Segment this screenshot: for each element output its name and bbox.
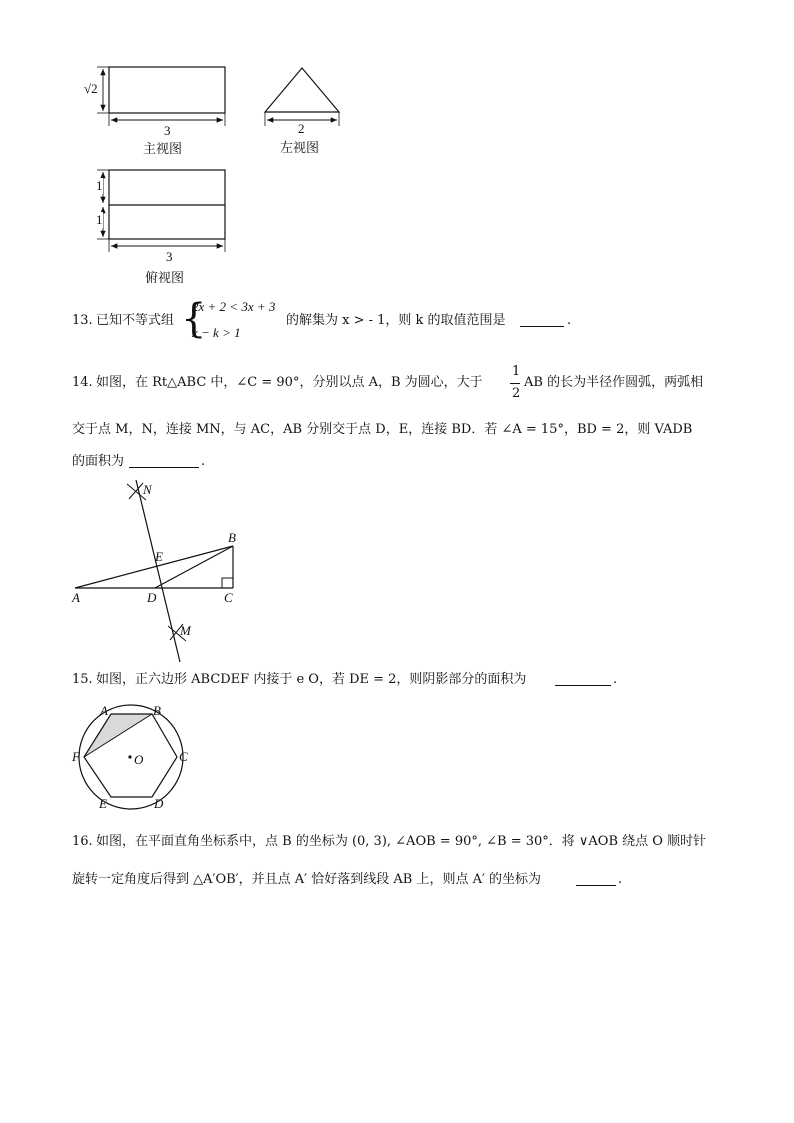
q16-line1: 如图，在平面直角坐标系中，点 B 的坐标为 (0, 3), ∠AOB = 90°, ∠B = 30°．将 ∨AOB 绕点 O 顺时针 [96,834,707,849]
q14-line1b: AB 的长为半径作圆弧，两弧相 [524,375,704,390]
front-height-label: √2 [84,81,98,96]
q13-ineq2: x − k > 1 [192,325,241,340]
q15-label-O: O [134,752,144,767]
top-h1-label: 1 [96,178,103,193]
q14-number: 14. [72,375,93,390]
center-point-O [128,755,131,758]
q14-label-M: M [180,623,191,638]
q16-number: 16. [72,834,93,849]
front-width-label: 3 [164,123,171,138]
q14-label-E: E [155,549,163,564]
q14-frac-den: 2 [512,386,521,401]
left-width-label: 2 [298,121,305,136]
q15-label-D: D [154,796,164,811]
q15-label-A: A [100,703,108,718]
q14-label-C: C [224,590,233,605]
q15-label-E: E [99,796,107,811]
q15-label-B: B [153,703,161,718]
q15-number: 15. [72,672,93,687]
q14-label-A: A [72,590,80,605]
q13-tail: 的解集为 x > - 1，则 k 的取值范围是 [286,313,506,328]
q14-line1a: 如图，在 Rt△ABC 中，∠C = 90°，分别以点 A，B 为圆心，大于 [96,375,483,390]
q14-label-D: D [147,590,157,605]
q15-label-F: F [72,749,80,764]
q13-number: 13. [72,313,93,328]
q16-line2: 旋转一定角度后得到 △A′OB′，并且点 A′ 恰好落到线段 AB 上，则点 A′ 的坐标为 [72,872,542,887]
front-view-caption: 主视图 [143,142,183,157]
top-h2-label: 1 [96,212,103,227]
q14-line3: 的面积为 [72,454,125,469]
q14-end: . [201,454,206,469]
q14-label-B: B [228,530,236,545]
q16-answer-blank[interactable] [576,871,616,890]
q13-ineq1: 2x + 2 < 3x + 3 [192,299,276,314]
q13-lead: 已知不等式组 [96,313,175,328]
q14-label-N: N [143,482,152,497]
left-view-caption: 左视图 [280,141,320,156]
q15-end: . [613,672,618,687]
q14-frac-num: 1 [512,364,521,379]
top-view-caption: 俯视图 [145,271,185,286]
q14-line2: 交于点 M，N，连接 MN，与 AC，AB 分别交于点 D，E，连接 BD．若 ∠A = 15°，BD = 2，则 VADB [72,422,693,437]
q13-brace: { [181,296,207,342]
q13-end: . [567,313,572,328]
q16-end: . [618,872,623,887]
top-width-label: 3 [166,249,173,264]
q15-text: 如图，正六边形 ABCDEF 内接于 e O，若 DE = 2，则阴影部分的面积为 [96,672,527,687]
q15-label-C: C [179,749,188,764]
